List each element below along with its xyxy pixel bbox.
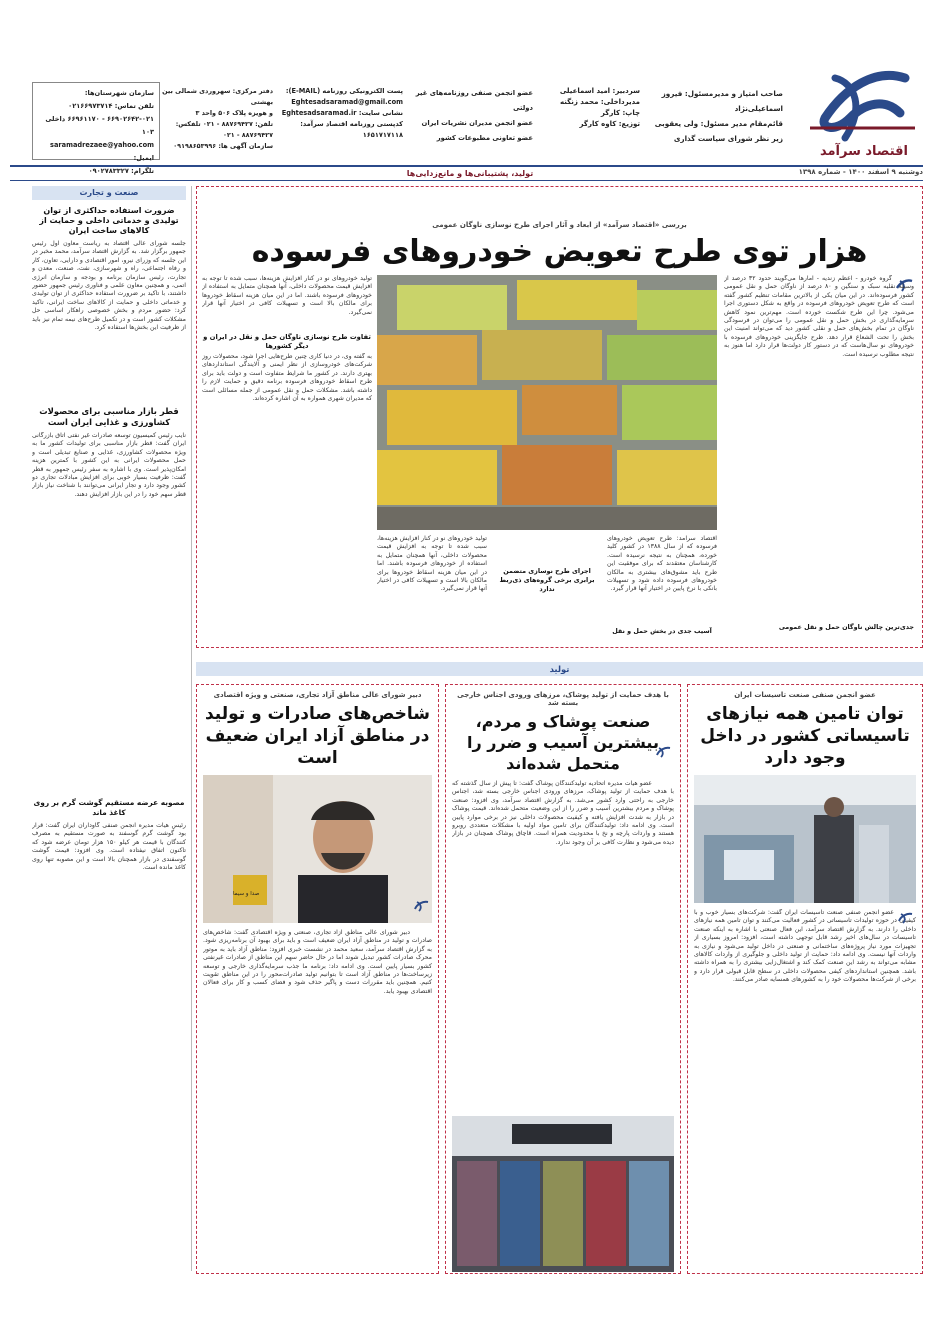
contact-box [32, 82, 160, 175]
story2-headline[interactable]: صنعت پوشاک و مردم، بیشترین آسیب و ضرر را متحمل شده‌اند [467, 712, 659, 773]
staff-line: تلفن: ۸۸۷۶۹۴۲۷ - ۰۲۱ تلفکس: ۸۸۷۶۹۴۲۷ - ۰۲۱ [175, 120, 273, 139]
section-tolid: تولید [196, 662, 923, 676]
masthead-rule [10, 165, 923, 167]
story-3 [196, 684, 439, 1274]
publication-mark-icon [654, 746, 672, 758]
lead-subhead-4: جدی‌ترین چالش ناوگان حمل و نقل عمومی [778, 623, 914, 631]
lead-photo [377, 275, 717, 530]
contact-line: ۶۶۹۰۲۶۴۲-۰۲۱ - ۶۶۹۶۱۱۷۰ داخلی ۱۰۳ [45, 115, 154, 136]
sidebar-body-2: نایب رئیس کمیسیون توسعه صادرات غیر نفتی اتاق بازرگانی ایران گفت: قطر بازار مناسبی برای تولیدات کشور ما به ویژه محصولات کشاورزی، غذایی و صنایع تبدیلی است و حمل محصولات ایرانی به این کشور با کمترین هزینه امکان‌پذیر است. وی با اشاره به سفر رئیس جمهور به قطر گفت: ظرفیت بسیار خوبی برای افزایش مبادلات تجاری دو کشور وجود دارد و تجار ایرانی می‌توانند با شناخت نیاز بازار قطر سهم خود را در این بازار افزایش دهند. [32, 432, 186, 498]
clothing-store-photo [452, 1116, 674, 1272]
publication-mark-icon [896, 912, 914, 924]
exhibition-photo [694, 775, 916, 903]
lead-kicker: بررسی «اقتصاد سرآمد» از ابعاد و آثار اجرای طرح نوسازی ناوگان عمومی [432, 221, 687, 229]
lead-subhead-1: تفاوت طرح نوسازی ناوگان حمل و نقل در ایران و دیگر کشورها [203, 333, 371, 350]
staff-col-5 [153, 86, 273, 152]
lead-body-b: تولید خودروهای نو در کنار افزایش هزینه‌ها، سبب شده تا توجه به افزایش قیمت محصولات داخلی، آنها همچنان متمایل به استفاده از خودروهای فرسوده باشند. اما در این میان هزینه اسقاط خودروها برای مالکان بالا است و تسهیلات کافی در اختیار آنها قرار نمی‌گیرد. [202, 275, 372, 316]
story3-headline[interactable]: شاخص‌های صادرات و تولید در مناطق آزاد ایران ضعیف است [204, 704, 431, 768]
sidebar-divider [191, 186, 192, 1271]
staff-col-2 [540, 86, 640, 130]
staff-col-3 [408, 86, 533, 146]
staff-col-4 [278, 86, 403, 141]
story1-body: عضو انجمن صنفی صنعت تاسیسات ایران گفت: شرکت‌های بسیار خوب و با کیفیتی در حوزه تولیدات تاسیساتی در کشور فعالیت می‌کنند و توان تامین همه نیازهای داخلی را دارند. به گزارش اقتصاد سرآمد، این فعال صنعتی با اشاره به اینکه صنعت تاسیسات در سال‌های اخیر رشد قابل توجهی داشته است، افزود: امروز بسیاری از تجهیزات مورد نیاز پروژه‌های ساختمانی و صنعتی در داخل تولید می‌شود و نیازی به واردات آنها نیست. وی ادامه داد: حمایت از تولید داخلی و جلوگیری از واردات کالاهای مشابه می‌تواند به رشد این صنعت کمک کند و اشتغال‌زایی بیشتری را به همراه داشته باشد. همچنین استانداردهای کیفی محصولات داخلی در سطح قابل قبولی قرار دارد و برخی از شرکت‌ها محصولات خود را به کشورهای همسایه صادر می‌کنند. [694, 909, 916, 984]
story3-kicker: دبیر شورای عالی مناطق آزاد تجاری، صنعتی و ویژه اقتصادی [213, 691, 422, 699]
logo [805, 58, 923, 168]
contact-line: تلگرام: ۰۹۰۲۷۸۳۳۲۷ [88, 167, 154, 175]
story1-photo [694, 775, 916, 903]
staff-line: و هویزه پلاک ۵۰۶ واحد ۳ [195, 109, 273, 117]
story3-photo [203, 775, 432, 923]
staff-line: دفتر مرکزی: سهروردی شمالی بین بهشتی [162, 87, 273, 106]
lead-headline[interactable]: هزار توی طرح تعویض خودروهای فرسوده [251, 234, 868, 269]
scrapped-cars-illustration [377, 275, 717, 530]
sidebar-headline-3[interactable]: مصوبه عرضه مستقیم گوشت گرم بر روی کاغذ ماند [33, 798, 185, 817]
masthead [0, 0, 933, 190]
contact-line: سازمان شهرستان‌ها: [84, 89, 154, 97]
staff-line: مدیرداخلی: محمد زنگنه [560, 98, 640, 106]
contact-line[interactable]: saramadrezaee@yahoo.com ایمیل: [50, 141, 154, 162]
site-text[interactable]: نشانی سایت: Eghtesadsaramad.ir [281, 109, 403, 117]
story-1 [687, 684, 923, 1274]
staff-col-1 [643, 86, 783, 146]
staff-line: قائم‌مقام مدیر مسئول: ولی یعقوبی [654, 119, 783, 128]
mic-label: صدا و سیما [233, 891, 260, 897]
lead-subhead-2: اجرای طرح نوسازی متضمن برابری برخی گروه‌های ذی‌ربط ندارد [499, 567, 595, 593]
sidebar-body-3: رئیس هیات مدیره انجمن صنفی گاوداران ایران گفت: قرار بود گوشت گرم گوسفند به صورت مستقیم به مصرف کنندگان با قیمت هر کیلو ۱۵۰ هزار تومان عرضه شود که تاکنون اتفاق نیفتاده است. وی افزود: قیمت گوشت گوسفندی در بازار همچنان بالا است و این مصوبه تنها روی کاغذ مانده است. [32, 822, 186, 872]
story3-body: دبیر شورای عالی مناطق آزاد تجاری، صنعتی و ویژه اقتصادی گفت: شاخص‌های صادرات و تولید در مناطق آزاد ایران ضعیف است و باید برای بهبود آن برنامه‌ریزی شود. به گزارش اقتصاد سرآمد، سعید محمد در نشست خبری افزود: مناطق آزاد باید به موتور محرک صادرات کشور تبدیل شوند اما در حال حاضر سهم این مناطق از صادرات غیرنفتی کشور بسیار پایین است. وی ادامه داد: برنامه ما جذب سرمایه‌گذاری خارجی و توسعه زیرساخت‌ها در مناطق آزاد است تا بتوانیم تولید صادرات‌محور را در این مناطق تقویت کنیم. همچنین باید مقررات دست و پاگیر حذف شود و فضای کسب و کار برای فعالان اقتصادی بهبود یابد. [203, 929, 432, 995]
staff-line: چاپ: کارگر [600, 109, 640, 117]
story1-mark [896, 909, 914, 921]
story2-kicker: با هدف حمایت از تولید پوشاک، مرزهای ورودی اجناس خارجی بسته شد [457, 691, 669, 707]
staff-line: توزیع: کاوه کارگر [579, 120, 640, 128]
lead-body-a: گروه خودرو - اعظم زندیه - آمارها می‌گویند حدود ۳۲ درصد از وسیله نقلیه سبک و سنگین و ۸۰ درصد از ناوگان حمل و نقل عمومی کشور فرسوده‌اند. در این میان یکی از بالاترین مقامات تنظیم کشور گفته است که طرح تعویض خودروهای فرسوده در واقع به شکل دستوری اجرا می‌شود. چرا این طرح شکست خورده است. مهم‌ترین نمود کاهش سرمایه‌گذاری در بخش حمل و نقل عمومی را می‌توان در فرسودگی ناوگان در تمام بخش‌های حمل و نقلی کشور دید که می‌تواند امنیت این بخش را تحت الشعاع قرار دهد. طرح جایگزینی خودروهای فرسوده با خودروهای نو سال‌هاست که در دستور کار دولت‌ها قرار دارد اما هنوز به نتیجه مطلوب نرسیده است. [724, 275, 914, 358]
story1-kicker: عضو انجمن صنفی صنعت تاسیسات ایران [734, 691, 876, 699]
staff-line: زیر نظر شورای سیاست گذاری [673, 134, 783, 143]
story1-headline[interactable]: توان تامین همه نیازهای تاسیساتی کشور در داخل وجود دارد [700, 704, 910, 768]
staff-line: سردبیر: امید اسماعیلی [559, 87, 640, 95]
lead-body-e: تولید خودروهای نو در کنار افزایش هزینه‌ها، سبب شده تا توجه به افزایش قیمت محصولات داخلی، آنها همچنان متمایل به استفاده از خودروهای فرسوده باشند. اما در این میان هزینه اسقاط خودروها برای مالکان بالا است و تسهیلات کافی در اختیار آنها قرار نمی‌گیرد. [377, 535, 487, 593]
sidebar-headline-1[interactable]: ضرورت استفاده حداکثری از توان تولیدی و خدماتی داخلی و حمایت از کالاهای ساخت ایران [39, 206, 179, 235]
lead-body-d: اقتصاد سرآمد: طرح تعویض خودروهای فرسوده که از سال ۱۳۸۸ در کشور کلید خورده، همچنان به نتیجه نرسیده است. کارشناسان معتقدند که برای موفقیت این طرح باید مشوق‌های بیشتری به مالکان خودروهای فرسوده داده شود و تسهیلات بانکی با نرخ پایین در اختیار آنها قرار گیرد. [607, 535, 717, 593]
sidebar-section-title: صنعت و تجارت [32, 186, 186, 200]
lead-article [196, 186, 923, 648]
staff-line: عضو انجمن مدیران نشریات ایران [421, 119, 533, 127]
staff-line: صاحب امتیاز و مدیرمسئول: فیروز اسماعیلی‌نژاد [661, 89, 783, 113]
story-2 [445, 684, 681, 1274]
portrait-photo [203, 775, 432, 923]
sidebar-body-1: جلسه شورای عالی اقتصاد به ریاست معاون اول رئیس جمهور برگزار شد. به گزارش اقتصاد سرآمد، محمد مخبر در این جلسه که وزرای نیرو، امور اقتصادی و دارایی، تعاون، کار و رفاه اجتماعی، راه و شهرسازی، نفت، صنعت، معدن و تجارت، رئیس سازمان برنامه و بودجه و سازمان انرژی اتمی، و همچنین معاون علمی و فناوری رئیس جمهور حضور داشتند، با تاکید بر ضرورت استفاده حداکثری از توان تولیدی و خدماتی داخلی و حمایت از کالاهای ساخت ایرانی، تاکید کرد: حضور مردم و بخش خصوصی راهکار اساسی حل مشکلات کشور است و در تکمیل طرح‌های نیمه تمام نیز باید از ظرفیت این بخش‌ها استفاده کرد. [32, 240, 186, 332]
email-text[interactable]: Eghtesadsaramad@gmail.com [291, 98, 403, 106]
sidebar [32, 186, 186, 1271]
publication-mark-icon [412, 900, 430, 912]
staff-line: عضو انجمن صنفی روزنامه‌های غیر دولتی [415, 89, 533, 112]
staff-line: پست الکترونیکی روزنامه (E-MAIL): [285, 87, 403, 95]
story3-mark [412, 897, 430, 909]
contact-line: تلفن تماس: ۰۲۱۶۶۹۷۳۷۱۴ [68, 102, 154, 110]
story2-photo [452, 1116, 674, 1272]
masthead-rule-2 [10, 180, 923, 181]
lead-body-c: به گفته وی، در دنیا کاری چنین طرح‌هایی اجرا شود، محصولات روز شرکت‌های خودروسازی از نظر ایمنی و آلایندگی استانداردهای بهتری دارند. در کشور ما شرایط متفاوت است و دولت باید برای طرح اسقاط خودروهای فرسوده برنامه دقیق و حمایت لازم را داشته باشد. مشکلات حمل و نقل عمومی از جمله مسائلی است که مدیران شهری همواره به آن اشاره کرده‌اند. [202, 353, 372, 403]
staff-line: عضو تعاونی مطبوعات کشور [436, 134, 533, 142]
story2-mark [654, 743, 672, 755]
sidebar-headline-2[interactable]: قطر بازار مناسبی برای محصولات کشاورزی و غذایی ایران است [39, 406, 179, 427]
page-strip: تولید، پشتیبانی‌ها و مانع‌زدایی‌ها [406, 169, 534, 178]
staff-line: سازمان آگهی ها: ۰۹۱۹۸۶۵۳۹۹۶ [173, 142, 273, 150]
logo-text: اقتصاد سرآمد [819, 144, 909, 159]
logo-mark [805, 58, 923, 158]
lead-subhead-3: آسیب جدی در بخش حمل و نقل [612, 627, 712, 635]
story2-body: عضو هیات مدیره اتحادیه تولیدکنندگان پوشاک گفت: تا پیش از سال گذشته که با هدف حمایت از تولید پوشاک، مرزهای ورودی اجناس خارجی بسته شد، اجناس خارجی به راحتی وارد کشور می‌شد. به گزارش اقتصاد سرآمد، وی افزود: صنعت پوشاک و مردم بیشترین آسیب و ضرر را از این وضعیت متحمل شده‌اند. قیمت پوشاک در بازار به شدت افزایش یافته و کیفیت محصولات داخلی نیز در برخی موارد پایین است. وی ادامه داد: تولیدکنندگان برای تامین مواد اولیه با مشکلات متعددی روبرو هستند و واردات پارچه و نخ با محدودیت همراه است. قاچاق پوشاک همچنان در بازار دیده می‌شود و نظارت کافی بر آن وجود ندارد. [452, 780, 674, 846]
date-line: دوشنبه ۹ اسفند ۱۴۰۰ - شماره ۱۳۹۸ [798, 168, 923, 176]
staff-line: کدپستی روزنامه اقتصاد سرآمد: ۱۶۵۱۷۱۷۱۱۸ [300, 120, 403, 139]
